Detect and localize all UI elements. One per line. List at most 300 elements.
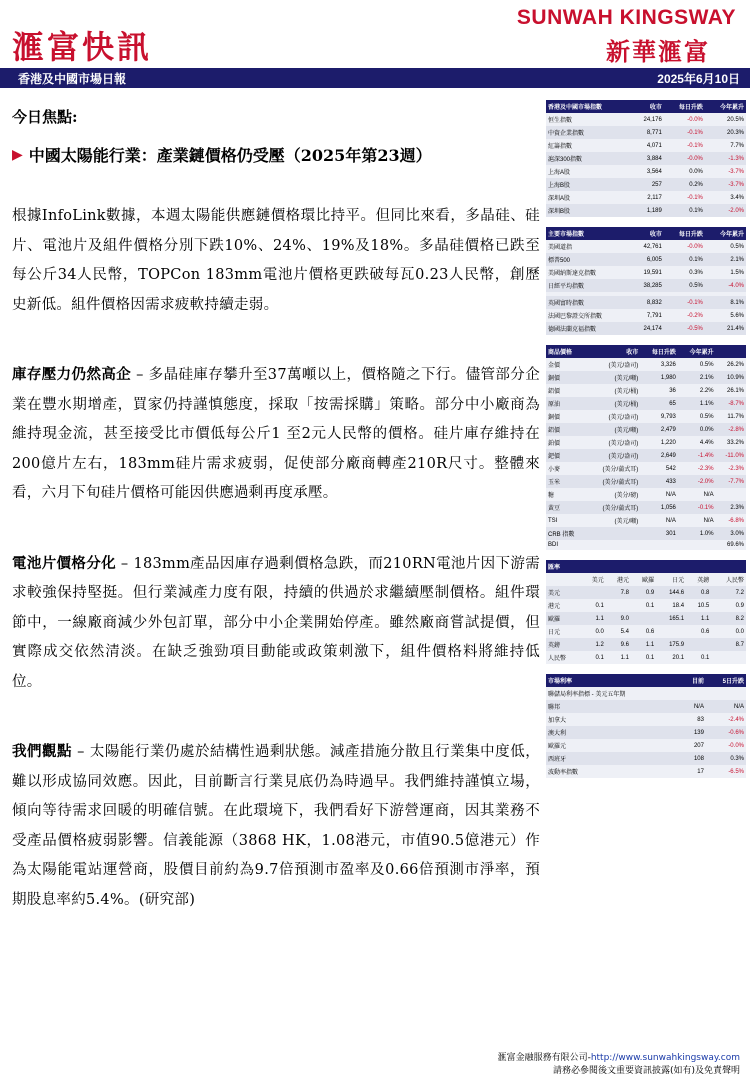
table-cell: 8,771 (631, 126, 664, 139)
header-bar (0, 68, 750, 88)
table-cell: -11.0% (716, 449, 746, 462)
table-cell: 0.1 (581, 651, 606, 664)
section-view-text: – 太陽能行業仍處於結構性過剩狀態。減產措施分散且行業集中度低，難以形成協同效應。因此，目前斷言行業見底仍為時過早。我們維持謹慎立場，傾向等待需求回暖的明確信號。在此環境下，我們看好下游營運商，因其業務不受產品價格疲弱影響。信義能源（3868 HK，1.08港元，市值90.5億港元）作為太陽能電站運營商，股價目前約為9.7倍預測市盈率及0.66倍預測市淨率，預期股息率約5.4%。(研究部) (12, 744, 541, 908)
table-cell: N/A (706, 700, 746, 713)
table-cell: (美分/磅) (587, 488, 640, 501)
table-row (546, 700, 746, 713)
table-header-cell (686, 560, 711, 573)
table-cell: 83 (681, 713, 706, 726)
section-cells-title: 電池片價格分化 (12, 554, 116, 572)
table-header-cell (711, 560, 746, 573)
table-cell: 21.4% (705, 322, 746, 335)
table-cell: 港元 (606, 573, 631, 586)
table-row (546, 358, 746, 371)
table-cell: 鉑價 (546, 436, 587, 449)
table-cell: -2.0% (678, 475, 716, 488)
table-row (546, 501, 746, 514)
table-cell: 8.7 (711, 638, 746, 651)
table-cell: 0.1% (664, 204, 705, 217)
table-cell: 0.9 (711, 599, 746, 612)
table-cell: 英國富時指數 (546, 296, 631, 309)
table-row (546, 266, 746, 279)
table-row (546, 739, 746, 752)
table-cell: 207 (681, 739, 706, 752)
table-row (546, 488, 746, 501)
table-cell: 原油 (546, 397, 587, 410)
table-cell: 0.1 (631, 599, 656, 612)
table-cell: 玉米 (546, 475, 587, 488)
table-cell: 0.3% (706, 752, 746, 765)
table-cell: (美元/盎司) (587, 358, 640, 371)
table-cell: -0.1% (664, 296, 705, 309)
table-header-cell (656, 560, 686, 573)
table-cell: 3,884 (631, 152, 664, 165)
table-row (546, 113, 746, 126)
table-cell (686, 638, 711, 651)
section-view-title: 我們觀點 (12, 743, 73, 760)
table-row (546, 204, 746, 217)
table-row (546, 165, 746, 178)
table-header-cell: 香港及中國市場指數 (546, 100, 631, 113)
table-header-row (546, 100, 746, 113)
table-cell: (美元/盎司) (587, 410, 640, 423)
footer-company: 滙富金融服務有限公司- (497, 1053, 591, 1063)
table-row (546, 178, 746, 191)
table-cell: 0.1 (686, 651, 711, 664)
table-cell: -2.3% (678, 462, 716, 475)
table-cell: 33.2% (716, 436, 746, 449)
table-header-cell (581, 560, 606, 573)
table-cell: 1.1% (678, 397, 716, 410)
table-cell: 英鎊 (546, 638, 581, 651)
table-cell: 標普500 (546, 253, 631, 266)
table-cell (546, 573, 581, 586)
section-view (12, 737, 540, 915)
table-cell: 69.6% (716, 540, 746, 550)
focus-label: 今日焦點: (12, 108, 78, 126)
table-cell: -0.0% (664, 152, 705, 165)
table-row (546, 126, 746, 139)
fx-table (546, 560, 746, 664)
table-row (546, 296, 746, 309)
table-cell: 美元 (581, 573, 606, 586)
table-header-row (546, 674, 746, 687)
table-cell: 日元 (546, 625, 581, 638)
table-cell: 1.2 (581, 638, 606, 651)
main-content (12, 98, 540, 915)
table-cell: -0.0% (664, 113, 705, 126)
table-cell: 108 (681, 752, 706, 765)
table-cell (640, 540, 678, 550)
table-cell: (美元/盎司) (587, 436, 640, 449)
table-cell: 7.7% (705, 139, 746, 152)
table-cell: 歐羅 (546, 612, 581, 625)
table-cell (587, 527, 640, 540)
table-cell: 2.3% (716, 501, 746, 514)
table-row (546, 475, 746, 488)
table-cell: 小麥 (546, 462, 587, 475)
table-cell: 1,220 (640, 436, 678, 449)
table-cell: -0.1% (678, 501, 716, 514)
headline: 中國太陽能行業：產業鏈價格仍受壓（2025年第23週） (28, 146, 432, 165)
table-cell: 3.4% (705, 191, 746, 204)
table-cell: -7.7% (716, 475, 746, 488)
table-cell: 9.6 (606, 638, 631, 651)
table-cell: 美國道指 (546, 240, 631, 253)
table-cell: 1.5% (705, 266, 746, 279)
table-cell: 8,832 (631, 296, 664, 309)
table-cell: 波動率指數 (546, 765, 674, 778)
table-row (546, 462, 746, 475)
table-cell: 0.3% (664, 266, 705, 279)
table-cell: 滬深300指數 (546, 152, 631, 165)
table-row (546, 397, 746, 410)
table-row (546, 726, 746, 739)
table-cell: 港元 (546, 599, 581, 612)
table-cell: N/A (640, 488, 678, 501)
table-cell: 2,117 (631, 191, 664, 204)
table-cell: 美元 (546, 586, 581, 599)
section-inventory-text: – 多晶硅庫存攀升至37萬噸以上，價格隨之下行。儘管部分企業在豐水期增產，買家仍持謹慎態度，採取「按需採購」策略。部分中小廠商為維持現金流，甚至接受比市價低每公斤1 至2元人民幣的價格。硅片庫存維持在200億片左右，183mm硅片需求疲弱，促使部分廠商轉產210R尺寸。整體來看，六月下旬硅片價格可能因供應過剩再度承壓。 (12, 367, 540, 501)
table-cell: (美分/蒲式耳) (587, 475, 640, 488)
table-cell: 257 (631, 178, 664, 191)
table-header-cell: 每日升跌 (664, 100, 705, 113)
table-cell: 1.1 (631, 638, 656, 651)
table-cell: 深圳B股 (546, 204, 631, 217)
table-cell: 38,285 (631, 279, 664, 292)
table-cell: 0.5% (678, 358, 716, 371)
table-cell: 2.1% (705, 253, 746, 266)
table-cell: 2,479 (640, 423, 678, 436)
table-row (546, 384, 746, 397)
table-cell: N/A (678, 488, 716, 501)
section-cells (12, 549, 540, 698)
table-cell: 0.5% (678, 410, 716, 423)
table-cell: -8.7% (716, 397, 746, 410)
table-header-cell: 收市 (631, 100, 664, 113)
table-header-cell: 匯率 (546, 560, 581, 573)
table-cell: N/A (640, 514, 678, 527)
table-row (546, 612, 746, 625)
table-cell: 10.5 (686, 599, 711, 612)
table-cell: 德國法蘭克福指數 (546, 322, 631, 335)
table-row (546, 152, 746, 165)
report-type: 香港及中國市場日報 (18, 72, 127, 86)
table-cell: (美分/蒲式耳) (587, 501, 640, 514)
table-cell: 日元 (656, 573, 686, 586)
table-header-cell: 每日升跌 (640, 345, 678, 358)
table-header-cell: 每日升跌 (664, 227, 705, 240)
section-cells-text: – 183mm產品因庫存過剩價格急跌，而210RN電池片因下游需求較強保持堅挺。但行業減產力度有限，持續的供過於求繼續壓制價格。組件環節中，一線廠商減少外包訂單，部分中小企業開始停產。雖然廠商嘗試提價，但實際成交依然清淡。在缺乏強勁項目動能或政策刺激下，組件價格料將維持低位。 (12, 555, 540, 690)
table-cell (711, 651, 746, 664)
table-cell: -2.8% (716, 423, 746, 436)
table-cell: 歐羅元 (546, 739, 674, 752)
table-cell: 24,176 (631, 113, 664, 126)
table-cell: 0.8 (686, 586, 711, 599)
table-header-cell: 市場利率 (546, 674, 674, 687)
table-cell: 0.0 (581, 625, 606, 638)
table-cell: -0.5% (664, 322, 705, 335)
table-row (546, 765, 746, 778)
table-cell: -0.1% (664, 126, 705, 139)
table-cell (581, 586, 606, 599)
table-cell: 0.1 (631, 651, 656, 664)
table-cell: 2,649 (640, 449, 678, 462)
intro-paragraph: 根據InfoLink數據，本週太陽能供應鏈價格環比持平。但同比來看，多晶硅、硅片、電池片及組件價格分別下跌10%、24%、19%及18%。多晶硅價格已跌至每公斤34人民幣，TOPCon 183mm電池片價格更跌破每瓦0.23人民幣，創歷史新低。組件價格因需求疲軟持續走弱。 (12, 208, 540, 313)
table-cell: -2.0% (705, 204, 746, 217)
table-row (546, 253, 746, 266)
table-cell (631, 612, 656, 625)
table-cell (681, 687, 706, 700)
footer-disclaimer: 請務必參閱後文重要資訊披露(如有)及免責聲明 (552, 1066, 740, 1076)
table-header-cell (606, 560, 631, 573)
table-cell: 4.4% (678, 436, 716, 449)
table-cell: 0.0 (711, 625, 746, 638)
table-cell: 7,791 (631, 309, 664, 322)
table-row (546, 573, 746, 586)
table-cell: -0.0% (706, 739, 746, 752)
table-header-cell: 目前 (681, 674, 706, 687)
table-cell: (美元/桶) (587, 397, 640, 410)
table-cell: 20.1 (656, 651, 686, 664)
table-cell: 銅價 (546, 371, 587, 384)
table-cell: 542 (640, 462, 678, 475)
table-header-cell: 主要市場指數 (546, 227, 631, 240)
table-cell: 2.1% (678, 371, 716, 384)
table-cell: 西班牙 (546, 752, 674, 765)
table-header-cell: 5日升跌 (706, 674, 746, 687)
table-header-cell: 收市 (587, 345, 640, 358)
table-cell: 19,591 (631, 266, 664, 279)
table-cell: -1.4% (678, 449, 716, 462)
commodity-table (546, 345, 746, 550)
table-cell: 20.3% (705, 126, 746, 139)
table-cell: 1.0% (678, 527, 716, 540)
footer (498, 1052, 740, 1078)
table-cell: 人民幣 (711, 573, 746, 586)
hk-china-index-table (546, 100, 746, 217)
table-header-cell (716, 345, 746, 358)
company-logo-cn: 新華滙富 (606, 38, 710, 66)
table-cell: 1,189 (631, 204, 664, 217)
table-cell: 中資企業指數 (546, 126, 631, 139)
table-cell: 301 (640, 527, 678, 540)
table-cell: 0.0% (664, 165, 705, 178)
table-row (546, 625, 746, 638)
headline-line (12, 143, 540, 166)
table-cell: 0.1% (664, 253, 705, 266)
table-cell: 20.5% (705, 113, 746, 126)
table-header-cell: 今年累升 (705, 227, 746, 240)
table-cell: 1.1 (686, 612, 711, 625)
table-cell: 黃豆 (546, 501, 587, 514)
table-cell: 36 (640, 384, 678, 397)
table-cell: CRB 指數 (546, 527, 587, 540)
table-cell: -0.1% (664, 139, 705, 152)
table-cell (716, 488, 746, 501)
table-cell: 26.2% (716, 358, 746, 371)
table-cell: 0.6 (686, 625, 711, 638)
table-cell: 0.2% (664, 178, 705, 191)
table-cell: 金價 (546, 358, 587, 371)
table-cell: -2.3% (716, 462, 746, 475)
newsletter-title: 滙富快訊 (12, 28, 153, 66)
major-index-table (546, 227, 746, 335)
rates-table (546, 674, 746, 778)
table-cell: 17 (681, 765, 706, 778)
table-header-row (546, 345, 746, 358)
table-row (546, 527, 746, 540)
table-cell: 24,174 (631, 322, 664, 335)
table-cell: -0.1% (664, 191, 705, 204)
footer-link[interactable]: http://www.sunwahkingsway.com (590, 1053, 740, 1063)
table-cell: 紅籌指數 (546, 139, 631, 152)
table-cell: 1.1 (606, 651, 631, 664)
table-cell (587, 540, 640, 550)
table-header-cell (631, 560, 656, 573)
table-cell: 1,980 (640, 371, 678, 384)
table-cell: 鈀價 (546, 449, 587, 462)
section-inventory (12, 360, 540, 509)
table-cell: 3,564 (631, 165, 664, 178)
table-cell: N/A (678, 514, 716, 527)
table-cell: 42,761 (631, 240, 664, 253)
table-cell: 139 (681, 726, 706, 739)
table-row (546, 436, 746, 449)
table-cell: 4,071 (631, 139, 664, 152)
table-cell (678, 540, 716, 550)
table-cell: -2.4% (706, 713, 746, 726)
table-cell: 聯邦 (546, 700, 674, 713)
table-cell: 3.0% (716, 527, 746, 540)
table-cell: 8.2 (711, 612, 746, 625)
table-cell: 1,056 (640, 501, 678, 514)
table-cell: 1.1 (581, 612, 606, 625)
report-date: 2025年6月10日 (657, 72, 740, 86)
table-header-cell: 商品價格 (546, 345, 587, 358)
table-row (546, 651, 746, 664)
table-cell: (美元/噸) (587, 514, 640, 527)
table-cell: 175.9 (656, 638, 686, 651)
table-cell: 美國納斯達克指數 (546, 266, 631, 279)
table-cell: 加拿大 (546, 713, 674, 726)
table-cell: 0.5% (664, 279, 705, 292)
table-header-cell: 今年累升 (678, 345, 716, 358)
table-cell: 人民幣 (546, 651, 581, 664)
table-cell: 3,326 (640, 358, 678, 371)
table-cell: TSI (546, 514, 587, 527)
table-cell: 聯儲局利率指標 - 美元五年期 (546, 687, 674, 700)
table-row (546, 514, 746, 527)
table-cell (606, 599, 631, 612)
table-cell: 0.6 (631, 625, 656, 638)
table-cell: 2.2% (678, 384, 716, 397)
table-cell: 上海A股 (546, 165, 631, 178)
table-cell: 5.4 (606, 625, 631, 638)
table-row (546, 752, 746, 765)
table-cell: 6,005 (631, 253, 664, 266)
table-header-row (546, 560, 746, 573)
table-cell (656, 625, 686, 638)
table-row (546, 540, 746, 550)
table-cell: 鋁價 (546, 423, 587, 436)
table-cell: -0.6% (706, 726, 746, 739)
section-inventory-title: 庫存壓力仍然高企 (12, 366, 132, 383)
table-row (546, 279, 746, 292)
table-cell: 鋁價 (546, 384, 587, 397)
table-cell: 9.0 (606, 612, 631, 625)
table-row (546, 240, 746, 253)
table-cell: -0.0% (664, 240, 705, 253)
table-cell: 0.9 (631, 586, 656, 599)
table-cell: -1.3% (705, 152, 746, 165)
table-cell: 18.4 (656, 599, 686, 612)
table-cell: 糖 (546, 488, 587, 501)
table-cell: 5.6% (705, 309, 746, 322)
table-row (546, 139, 746, 152)
table-row (546, 586, 746, 599)
market-sidebar (546, 100, 746, 778)
table-row (546, 309, 746, 322)
table-row (546, 687, 746, 700)
table-cell: 165.1 (656, 612, 686, 625)
table-cell (706, 687, 746, 700)
table-cell: (美元/桶) (587, 384, 640, 397)
table-cell: 10.9% (716, 371, 746, 384)
table-cell: 0.0% (678, 423, 716, 436)
table-cell: (美元/盎司) (587, 449, 640, 462)
company-logo-en: SUNWAH KINGSWAY (516, 6, 736, 29)
table-header-cell: 今年累升 (705, 100, 746, 113)
table-cell: -0.2% (664, 309, 705, 322)
table-row (546, 713, 746, 726)
table-cell: 歐羅 (631, 573, 656, 586)
table-cell: 0.1 (581, 599, 606, 612)
table-cell: 深圳A股 (546, 191, 631, 204)
table-cell: 法國巴黎證交所指數 (546, 309, 631, 322)
table-cell: 8.1% (705, 296, 746, 309)
table-cell: 上海B股 (546, 178, 631, 191)
table-cell: -6.5% (706, 765, 746, 778)
table-cell: -6.8% (716, 514, 746, 527)
table-cell: 11.7% (716, 410, 746, 423)
table-cell: -3.7% (705, 178, 746, 191)
table-row (546, 449, 746, 462)
table-row (546, 322, 746, 335)
table-cell: BDI (546, 540, 587, 550)
table-cell: (美元/噸) (587, 371, 640, 384)
table-cell: (美分/蒲式耳) (587, 462, 640, 475)
table-cell: 433 (640, 475, 678, 488)
table-cell: 澳大利 (546, 726, 674, 739)
table-cell: (美元/噸) (587, 423, 640, 436)
table-cell: 9,793 (640, 410, 678, 423)
table-row (546, 410, 746, 423)
table-row (546, 599, 746, 612)
table-header-row (546, 227, 746, 240)
table-cell: 英鎊 (686, 573, 711, 586)
table-cell: 0.5% (705, 240, 746, 253)
table-cell: 144.6 (656, 586, 686, 599)
table-cell: 銅價 (546, 410, 587, 423)
table-cell: 26.1% (716, 384, 746, 397)
table-cell: -4.0% (705, 279, 746, 292)
table-row (546, 423, 746, 436)
table-row (546, 371, 746, 384)
table-cell: 65 (640, 397, 678, 410)
table-cell: 7.2 (711, 586, 746, 599)
table-cell: -3.7% (705, 165, 746, 178)
